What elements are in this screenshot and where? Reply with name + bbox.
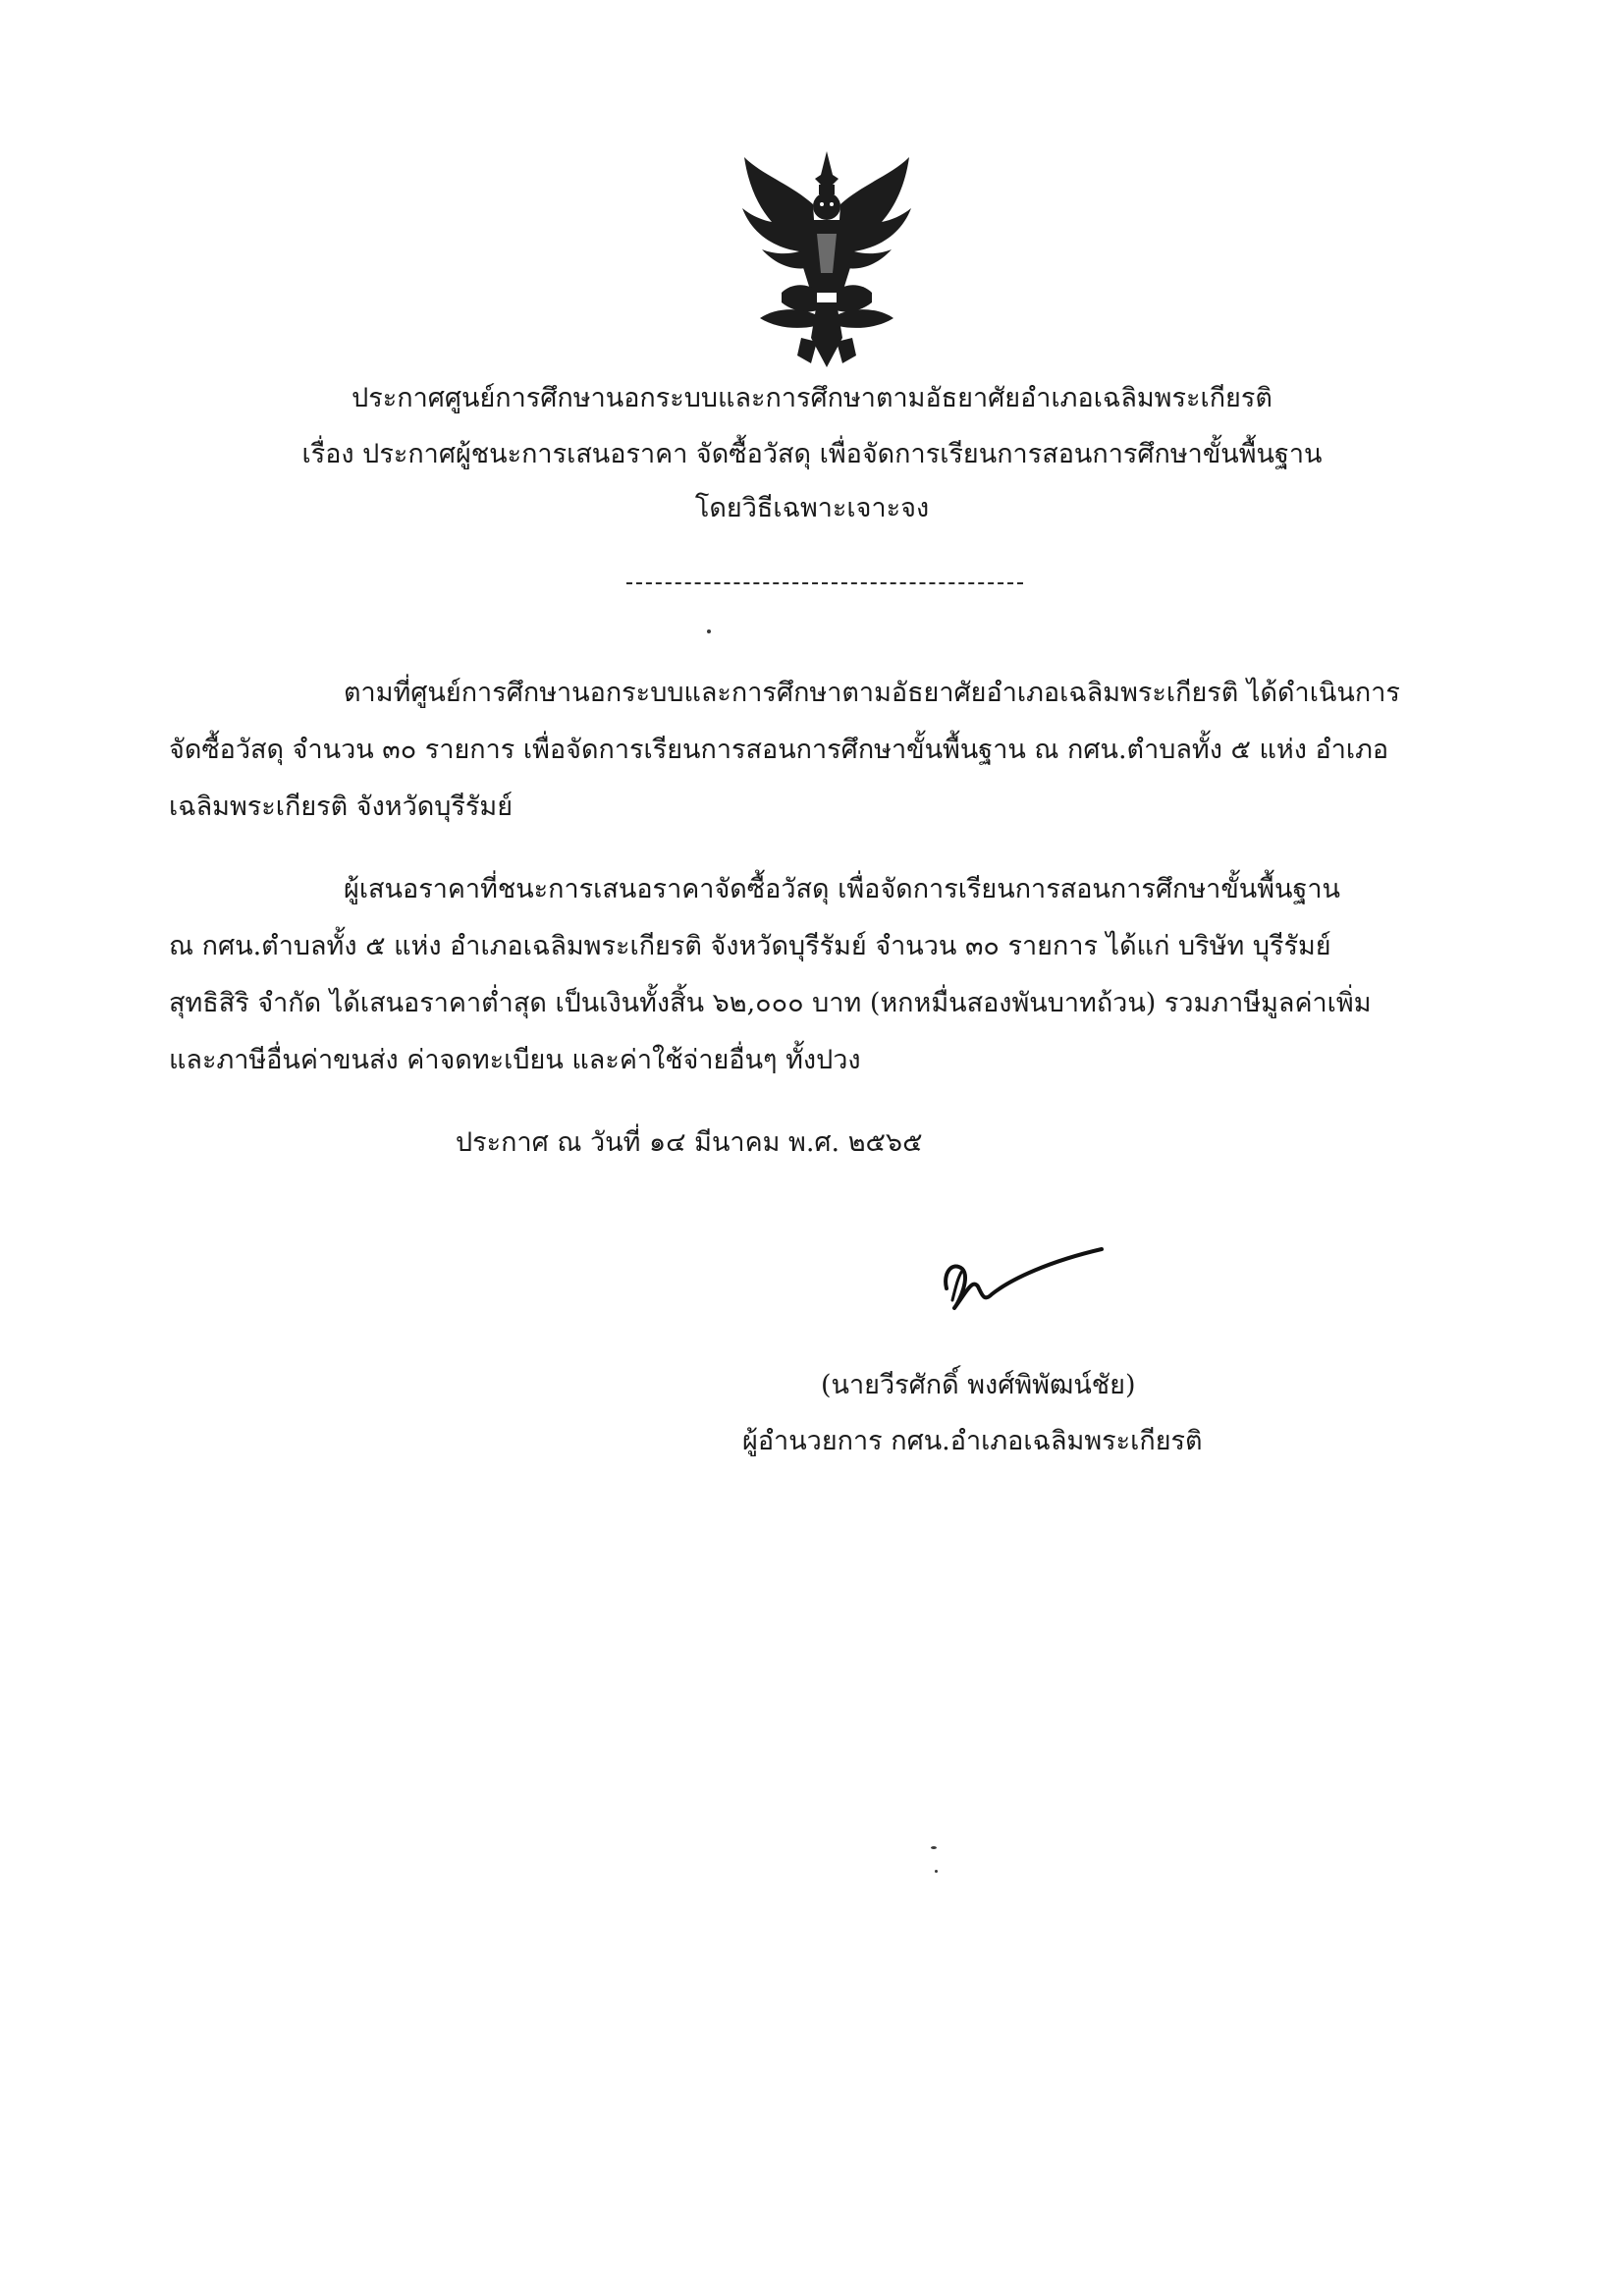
header-divider [626, 582, 1023, 584]
para2-line1: ผู้เสนอราคาที่ชนะการเสนอราคาจัดซื้อวัสดุ เพื่อจัดการเรียนการสอนการศึกษาขั้นพื้นฐาน [344, 874, 1341, 904]
announcement-date: ประกาศ ณ วันที่ ๑๔ มีนาคม พ.ศ. ๒๕๖๕ [456, 1127, 923, 1158]
para1-line1: ตามที่ศูนย์การศึกษานอกระบบและการศึกษาตามอัธยาศัยอำเภอเฉลิมพระเกียรติ ได้ดำเนินการ [344, 678, 1400, 708]
para1-line2: จัดซื้อวัสดุ จำนวน ๓๐ รายการ เพื่อจัดการเรียนการสอนการศึกษาขั้นพื้นฐาน ณ กศน.ตำบลทั้ง ๕ แห่ง อำเภอ [169, 735, 1389, 765]
scan-speck [707, 629, 711, 633]
para2-line2: ณ กศน.ตำบลทั้ง ๕ แห่ง อำเภอเฉลิมพระเกียรติ จังหวัดบุรีรัมย์ จำนวน ๓๐ รายการ ได้แก่ บริษัท บุรีรัมย์ [169, 931, 1331, 961]
procurement-method: โดยวิธีเฉพาะเจาะจง [694, 493, 930, 523]
scan-speck [935, 1870, 938, 1873]
para1-line3: เฉลิมพระเกียรติ จังหวัดบุรีรัมย์ [169, 792, 514, 822]
announcement-title: ประกาศศูนย์การศึกษานอกระบบและการศึกษาตามอัธยาศัยอำเภอเฉลิมพระเกียรติ [352, 383, 1272, 413]
handwritten-signature [933, 1239, 1110, 1318]
garuda-emblem [723, 145, 931, 373]
signatory-name: (นายวีรศักดิ์ พงศ์พิพัฒน์ชัย) [821, 1370, 1136, 1400]
announcement-subject: เรื่อง ประกาศผู้ชนะการเสนอราคา จัดซื้อวัสดุ เพื่อจัดการเรียนการสอนการศึกษาขั้นพื้นฐาน [301, 439, 1323, 469]
scan-speck [931, 1846, 937, 1849]
para2-line3: สุทธิสิริ จำกัด ได้เสนอราคาต่ำสุด เป็นเงินทั้งสิ้น ๖๒,๐๐๐ บาท (หกหมื่นสองพันบาทถ้วน) รวมภาษีมูลค่าเพิ่ม [169, 988, 1372, 1018]
signatory-position: ผู้อำนวยการ กศน.อำเภอเฉลิมพระเกียรติ [742, 1426, 1203, 1456]
para2-line4: และภาษีอื่นค่าขนส่ง ค่าจดทะเบียน และค่าใช้จ่ายอื่นๆ ทั้งปวง [169, 1045, 861, 1075]
